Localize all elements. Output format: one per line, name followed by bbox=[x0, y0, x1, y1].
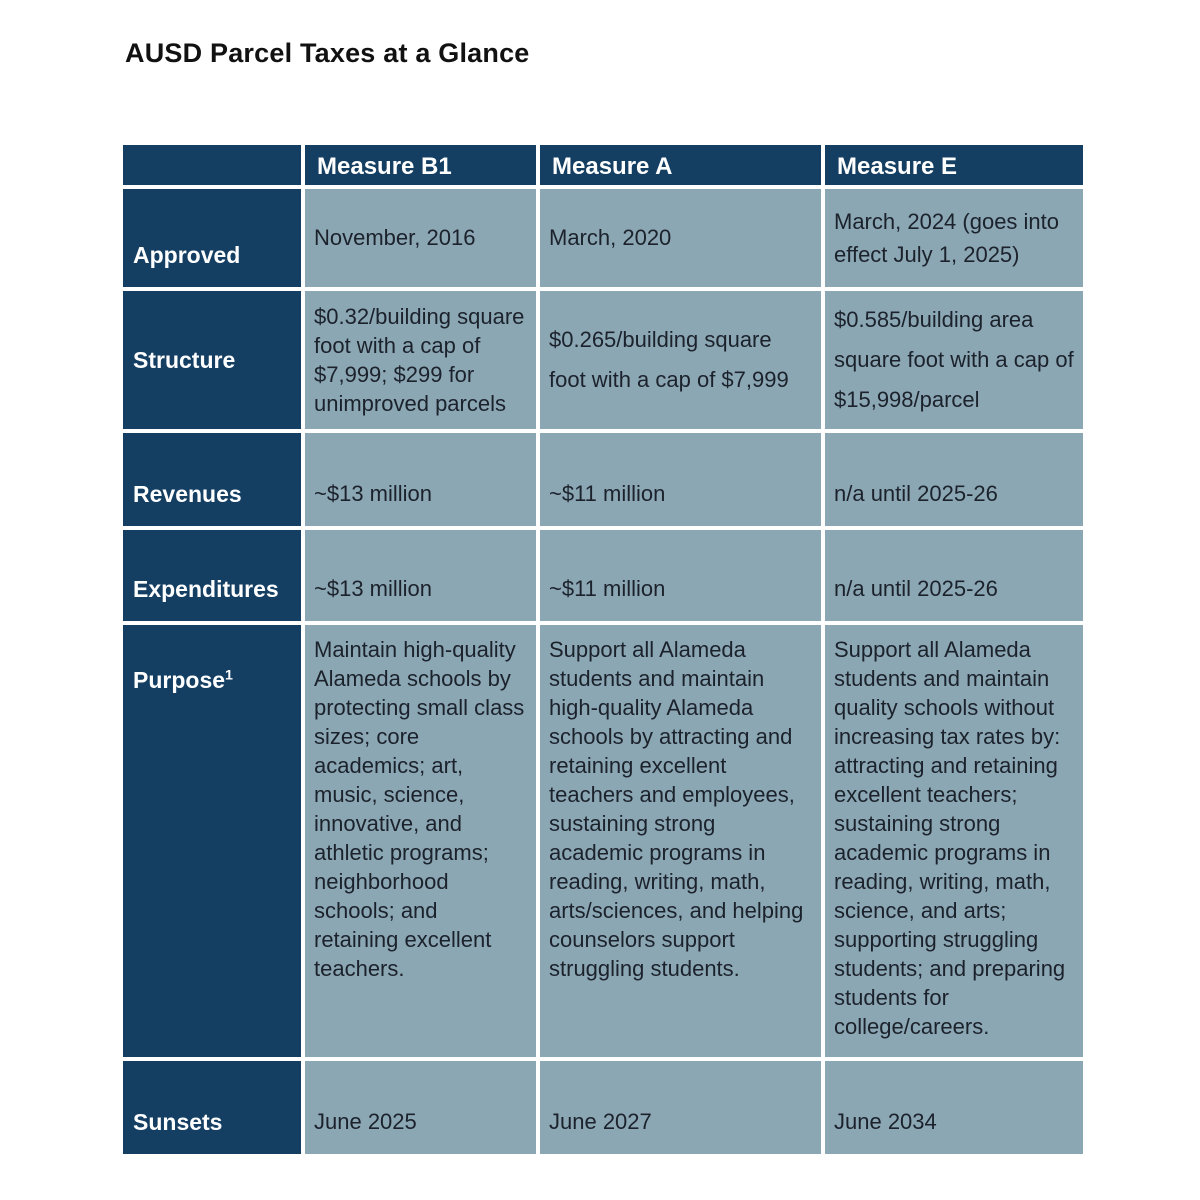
revenues-measure-b1: ~$13 million bbox=[305, 433, 536, 526]
revenues-measure-a: ~$11 million bbox=[540, 433, 821, 526]
row-label-revenues: Revenues bbox=[123, 433, 301, 526]
purpose-label-text: Purpose$^1$ bbox=[133, 667, 233, 693]
column-header-measure-b1: Measure B1 bbox=[305, 145, 536, 185]
structure-measure-e: $0.585/building area square foot with a cap of $15,998/parcel bbox=[825, 291, 1083, 429]
expenditures-measure-e: n/a until 2025-26 bbox=[825, 530, 1083, 621]
purpose-measure-b1: Maintain high-quality Alameda schools by protecting small class sizes; core academics; art, music, science, innovative, and athletic programs; neighborhood schools; and retaining excellent teachers. bbox=[305, 625, 536, 1057]
expenditures-measure-b1: ~$13 million bbox=[305, 530, 536, 621]
column-header-measure-a: Measure A bbox=[540, 145, 821, 185]
approved-measure-e: March, 2024 (goes into effect July 1, 2025) bbox=[825, 189, 1083, 287]
approved-measure-a: March, 2020 bbox=[540, 189, 821, 287]
sunsets-measure-a: June 2027 bbox=[540, 1061, 821, 1154]
row-label-sunsets: Sunsets bbox=[123, 1061, 301, 1154]
structure-measure-b1: $0.32/building square foot with a cap of $7,999; $299 for unimproved parcels bbox=[305, 291, 536, 429]
approved-measure-b1: November, 2016 bbox=[305, 189, 536, 287]
structure-measure-a: $0.265/building square foot with a cap of $7,999 bbox=[540, 291, 821, 429]
purpose-footnote-superscript: 1 bbox=[225, 667, 233, 684]
sunsets-measure-e: June 2034 bbox=[825, 1061, 1083, 1154]
row-label-structure: Structure bbox=[123, 291, 301, 429]
table-corner-cell bbox=[123, 145, 301, 185]
row-label-expenditures: Expenditures bbox=[123, 530, 301, 621]
revenues-measure-e: n/a until 2025-26 bbox=[825, 433, 1083, 526]
row-label-purpose bbox=[123, 625, 301, 1057]
purpose-measure-e: Support all Alameda students and maintain quality schools without increasing tax rates by: attracting and retaining excellent teachers; sustaining strong academic programs in reading, writing, math, science, and arts; supporting struggling students; and preparing students for college/careers. bbox=[825, 625, 1083, 1057]
parcel-taxes-table bbox=[123, 145, 1083, 1154]
column-header-measure-e: Measure E bbox=[825, 145, 1083, 185]
sunsets-measure-b1: June 2025 bbox=[305, 1061, 536, 1154]
purpose-measure-a: Support all Alameda students and maintain high-quality Alameda schools by attracting and retaining excellent teachers and employees, sustaining strong academic programs in reading, writing, math, arts/sciences, and helping counselors support struggling students. bbox=[540, 625, 821, 1057]
expenditures-measure-a: ~$11 million bbox=[540, 530, 821, 621]
page-title: AUSD Parcel Taxes at a Glance bbox=[125, 38, 530, 68]
row-label-approved: Approved bbox=[123, 189, 301, 287]
